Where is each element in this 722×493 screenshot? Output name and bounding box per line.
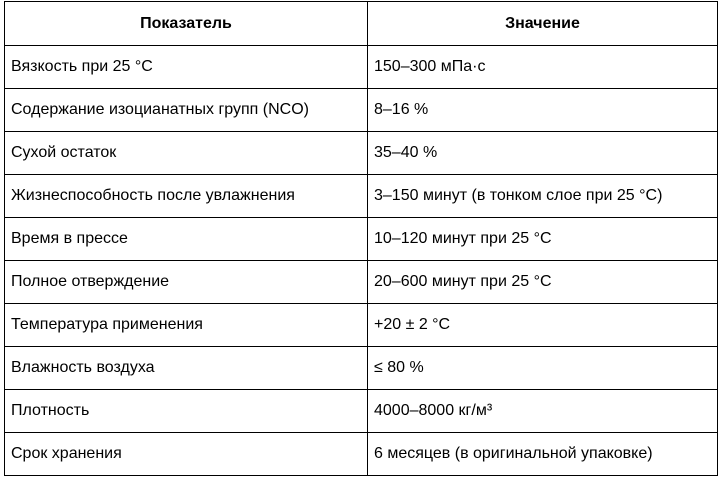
parameter-cell: Время в прессе	[5, 218, 368, 261]
table-row	[5, 218, 718, 261]
value-cell: 8–16 %	[368, 89, 718, 132]
value-cell: 150–300 мПа·с	[368, 46, 718, 89]
value-cell: 20–600 минут при 25 °C	[368, 261, 718, 304]
parameter-cell: Плотность	[5, 390, 368, 433]
value-cell: 4000–8000 кг/м³	[368, 390, 718, 433]
table-row	[5, 304, 718, 347]
header-value: Значение	[368, 2, 718, 46]
parameter-cell: Вязкость при 25 °C	[5, 46, 368, 89]
value-cell: 6 месяцев (в оригинальной упаковке)	[368, 433, 718, 476]
header-parameter: Показатель	[5, 2, 368, 46]
table-row	[5, 46, 718, 89]
table-header-row	[5, 2, 718, 46]
table-row	[5, 175, 718, 218]
spec-table	[4, 1, 718, 476]
table-row	[5, 347, 718, 390]
table-row	[5, 390, 718, 433]
parameter-cell: Содержание изоцианатных групп (NCO)	[5, 89, 368, 132]
parameter-cell: Температура применения	[5, 304, 368, 347]
table-row	[5, 433, 718, 476]
parameter-cell: Срок хранения	[5, 433, 368, 476]
parameter-cell: Сухой остаток	[5, 132, 368, 175]
parameter-cell: Полное отверждение	[5, 261, 368, 304]
parameter-cell: Жизнеспособность после увлажнения	[5, 175, 368, 218]
value-cell: 35–40 %	[368, 132, 718, 175]
value-cell: 3–150 минут (в тонком слое при 25 °C)	[368, 175, 718, 218]
table-row	[5, 261, 718, 304]
value-cell: +20 ± 2 °C	[368, 304, 718, 347]
spec-table-container	[4, 1, 718, 476]
value-cell: 10–120 минут при 25 °C	[368, 218, 718, 261]
parameter-cell: Влажность воздуха	[5, 347, 368, 390]
table-row	[5, 89, 718, 132]
value-cell: ≤ 80 %	[368, 347, 718, 390]
table-row	[5, 132, 718, 175]
